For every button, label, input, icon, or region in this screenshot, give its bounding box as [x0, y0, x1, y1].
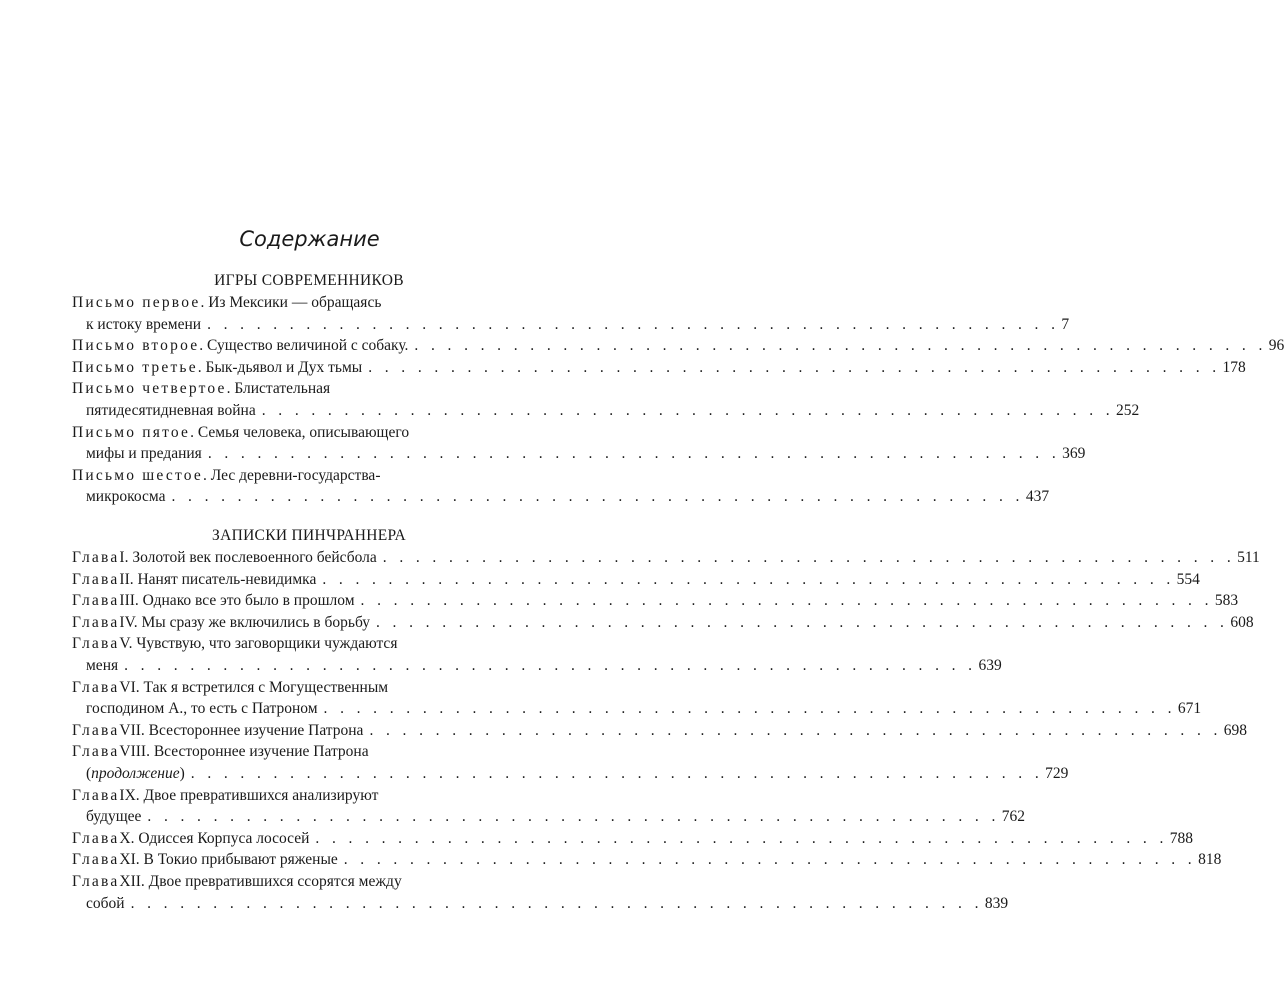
dot-leader: . . . . . . . . . . . . . . . . . . . . . . . . . . . . . . . . . . . . . . . . . . . . . . . . . . . . [382, 549, 1236, 566]
entry-title: . Блистательная [226, 380, 331, 398]
toc-entry-line [72, 763, 1069, 785]
entry-title: X. Одиссея Корпуса лососей [119, 829, 310, 847]
toc-entry-line [72, 612, 1254, 634]
toc-entry-line [72, 806, 1025, 828]
toc-entry-line [72, 849, 1222, 871]
page-number: 788 [1169, 829, 1193, 847]
entry-title: V. Чувствую, что заговорщики чуждаются [119, 635, 398, 653]
page-number: 608 [1230, 613, 1254, 631]
toc-entry-line [72, 335, 1284, 357]
toc-entry-line [72, 292, 546, 314]
dot-leader: . . . . . . . . . . . . . . . . . . . . . . . . . . . . . . . . . . . . . . . . . . . . . . . . . . . . [124, 656, 977, 674]
page-number: 818 [1198, 851, 1222, 869]
toc-entry[interactable] [72, 590, 1239, 612]
toc-entry[interactable] [72, 849, 1222, 871]
entry-prefix: Глава [72, 549, 120, 566]
dot-leader: . . . . . . . . . . . . . . . . . . . . . . . . . . . . . . . . . . . . . . . . . . . . . . . . . . . . [171, 488, 1024, 506]
toc-entry-line [72, 785, 546, 807]
entry-title: VII. Всестороннее изучение Патрона [119, 721, 364, 739]
dot-leader: . . . . . . . . . . . . . . . . . . . . . . . . . . . . . . . . . . . . . . . . . . . . . . . . . . . . [343, 851, 1197, 869]
toc-entry[interactable] [72, 785, 1025, 828]
entry-title: . Существо величиной с собаку. [199, 337, 409, 355]
entry-prefix: Глава [72, 743, 120, 761]
entry-prefix: Письмо третье [72, 358, 198, 376]
paren-close: ) [179, 764, 185, 782]
entry-prefix: Письмо четвертое [72, 380, 227, 398]
dot-leader: . . . . . . . . . . . . . . . . . . . . . . . . . . . . . . . . . . . . . . . . . . . . . . . . . . . . [315, 829, 1168, 847]
entry-title-continued: мифы и предания [86, 445, 202, 463]
toc-entry-line [72, 378, 546, 400]
toc-entry-list [72, 547, 1260, 914]
page-number: 554 [1176, 570, 1200, 588]
entry-title: II. Нанят писатель-невидимка [119, 570, 317, 588]
dot-leader: . . . . . . . . . . . . . . . . . . . . . . . . . . . . . . . . . . . . . . . . . . . . . . . . . . . . [368, 358, 1221, 376]
entry-prefix: Письмо шестое [72, 466, 203, 484]
toc-entry[interactable] [72, 612, 1254, 634]
toc-entry-line [72, 486, 1050, 508]
page-number: 671 [1177, 700, 1202, 718]
toc-entry-line [72, 590, 1239, 612]
entry-title: . Бык-дьявол и Дух тьмы [197, 358, 363, 376]
entry-title: VIII. Всестороннее изучение Патрона [119, 743, 369, 761]
toc-entry[interactable] [72, 547, 1260, 569]
toc-entry-line [72, 465, 546, 487]
dot-leader: . . . . . . . . . . . . . . . . . . . . . . . . . . . . . . . . . . . . . . . . . . . . . . . . . . . . [130, 894, 983, 912]
page-number: 639 [978, 656, 1002, 674]
entry-title-continued: будущее [86, 808, 142, 826]
entry-prefix: Глава [72, 613, 120, 631]
toc-entry-line [72, 569, 1200, 591]
page-number: 729 [1045, 764, 1069, 782]
entry-title: IV. Мы сразу же включились в борьбу [119, 613, 370, 631]
toc-entry[interactable] [72, 378, 1140, 421]
toc-entry[interactable] [72, 569, 1200, 591]
page-number: 583 [1214, 592, 1239, 610]
entry-prefix: Глава [72, 786, 120, 804]
page-number: 437 [1025, 488, 1050, 506]
toc-entry-line [72, 400, 1140, 422]
page-number: 252 [1116, 401, 1140, 419]
toc-entry-line [72, 357, 1246, 379]
toc-entry[interactable] [72, 633, 1002, 676]
entry-prefix: Глава [72, 570, 120, 588]
entry-title: XI. В Токио прибывают ряженые [119, 851, 338, 869]
entry-title-continued: микрокосма [86, 488, 166, 506]
toc-entry[interactable] [72, 828, 1193, 850]
entry-prefix: Глава [72, 721, 120, 739]
toc-entry-line [72, 741, 546, 763]
entry-title-continued: пятидесятидневная война [86, 401, 256, 419]
toc-entry[interactable] [72, 465, 1050, 508]
entry-title: XII. Двое превратившихся ссорятся между [119, 872, 402, 890]
page-number: 839 [984, 894, 1009, 912]
page-number: 511 [1237, 549, 1260, 566]
toc-title: Содержание [239, 227, 380, 251]
section-pinch-runner-notes [72, 525, 1260, 914]
toc-entry-line [72, 633, 546, 655]
entry-title: I. Золотой век послевоенного бейсбола [119, 549, 377, 566]
page-number: 698 [1223, 721, 1248, 739]
entry-prefix: Письмо первое [72, 294, 201, 311]
toc-entry-line [72, 698, 1202, 720]
toc-entry-line [72, 893, 1009, 915]
dot-leader: . . . . . . . . . . . . . . . . . . . . . . . . . . . . . . . . . . . . . . . . . . . . . . . . . . . . [360, 592, 1213, 610]
toc-entry[interactable] [72, 335, 1284, 357]
entry-prefix: Глава [72, 678, 120, 696]
entry-title-continued: к истоку времени [86, 315, 202, 333]
entry-prefix: Письмо пятое [72, 423, 191, 441]
toc-entry-line [72, 655, 1002, 677]
section-games-of-contemporaries [72, 270, 1284, 508]
dot-leader: . . . . . . . . . . . . . . . . . . . . . . . . . . . . . . . . . . . . . . . . . . . . . . . . . . . . [207, 315, 1060, 333]
page-number: 178 [1222, 358, 1246, 376]
entry-prefix: Глава [72, 592, 120, 610]
toc-entry-line [72, 828, 1193, 850]
entry-title-continued [86, 763, 185, 785]
toc-entry-line [72, 677, 546, 699]
entry-title: IX. Двое превратившихся анализируют [119, 786, 379, 804]
section-heading: ИГРЫ СОВРЕМЕННИКОВ [214, 272, 404, 289]
toc-entry[interactable] [72, 871, 1009, 914]
dot-leader: . . . . . . . . . . . . . . . . . . . . . . . . . . . . . . . . . . . . . . . . . . . . . . . . . . . . [322, 570, 1175, 588]
entry-title: VI. Так я встретился с Могущественным [119, 678, 389, 696]
entry-prefix: Глава [72, 635, 120, 653]
toc-entry[interactable] [72, 741, 1069, 784]
entry-prefix: Глава [72, 829, 120, 847]
toc-entry[interactable] [72, 677, 1202, 720]
section-heading: ЗАПИСКИ ПИНЧРАННЕРА [212, 527, 406, 544]
dot-leader: . . . . . . . . . . . . . . . . . . . . . . . . . . . . . . . . . . . . . . . . . . . . . . . . . . . . [376, 613, 1229, 631]
entry-title-continued: меня [86, 656, 119, 674]
toc-entry-list [72, 292, 1284, 508]
page-number: 369 [1062, 445, 1086, 463]
toc-entry-line [72, 422, 546, 444]
entry-prefix: Глава [72, 851, 120, 869]
toc-entry-line [72, 314, 1070, 336]
page-number: 762 [1001, 808, 1025, 826]
toc-entry-line [72, 547, 1260, 569]
dot-leader: . . . . . . . . . . . . . . . . . . . . . . . . . . . . . . . . . . . . . . . . . . . . . . . . . . . . [261, 401, 1115, 419]
entry-prefix: Письмо второе [72, 337, 200, 355]
dot-leader: . . . . . . . . . . . . . . . . . . . . . . . . . . . . . . . . . . . . . . . . . . . . . . . . . . . . [147, 808, 1000, 826]
toc-entry[interactable] [72, 292, 1070, 335]
page-number: 7 [1061, 315, 1070, 333]
dot-leader: . . . . . . . . . . . . . . . . . . . . . . . . . . . . . . . . . . . . . . . . . . . . . . . . . . . . [323, 700, 1176, 718]
entry-title-continued: собой [86, 894, 125, 912]
entry-title-continued: господином А., то есть с Патроном [86, 700, 318, 718]
paren-open: ( [86, 764, 92, 782]
toc-entry-line [72, 720, 1248, 742]
entry-prefix: Глава [72, 872, 120, 890]
dot-leader: . . . . . . . . . . . . . . . . . . . . . . . . . . . . . . . . . . . . . . . . . . . . . . . . . . . . [190, 764, 1044, 782]
page-number: 96 [1268, 337, 1284, 355]
entry-title: . Из Мексики — обращаясь [200, 294, 382, 311]
entry-title: . Лес деревни-государства- [202, 466, 381, 484]
toc-entry[interactable] [72, 720, 1248, 742]
toc-entry-line [72, 443, 1086, 465]
dot-leader: . . . . . . . . . . . . . . . . . . . . . . . . . . . . . . . . . . . . . . . . . . . . . . . . . . . . [414, 337, 1267, 355]
dot-leader: . . . . . . . . . . . . . . . . . . . . . . . . . . . . . . . . . . . . . . . . . . . . . . . . . . . . [369, 721, 1222, 739]
toc-entry[interactable] [72, 422, 1086, 465]
dot-leader: . . . . . . . . . . . . . . . . . . . . . . . . . . . . . . . . . . . . . . . . . . . . . . . . . . . . [207, 445, 1061, 463]
toc-entry[interactable] [72, 357, 1246, 379]
entry-title-italic: продолжение [91, 764, 180, 782]
entry-title: . Семья человека, описывающего [190, 423, 410, 441]
entry-title: III. Однако все это было в прошлом [119, 592, 355, 610]
toc-entry-line [72, 871, 546, 893]
